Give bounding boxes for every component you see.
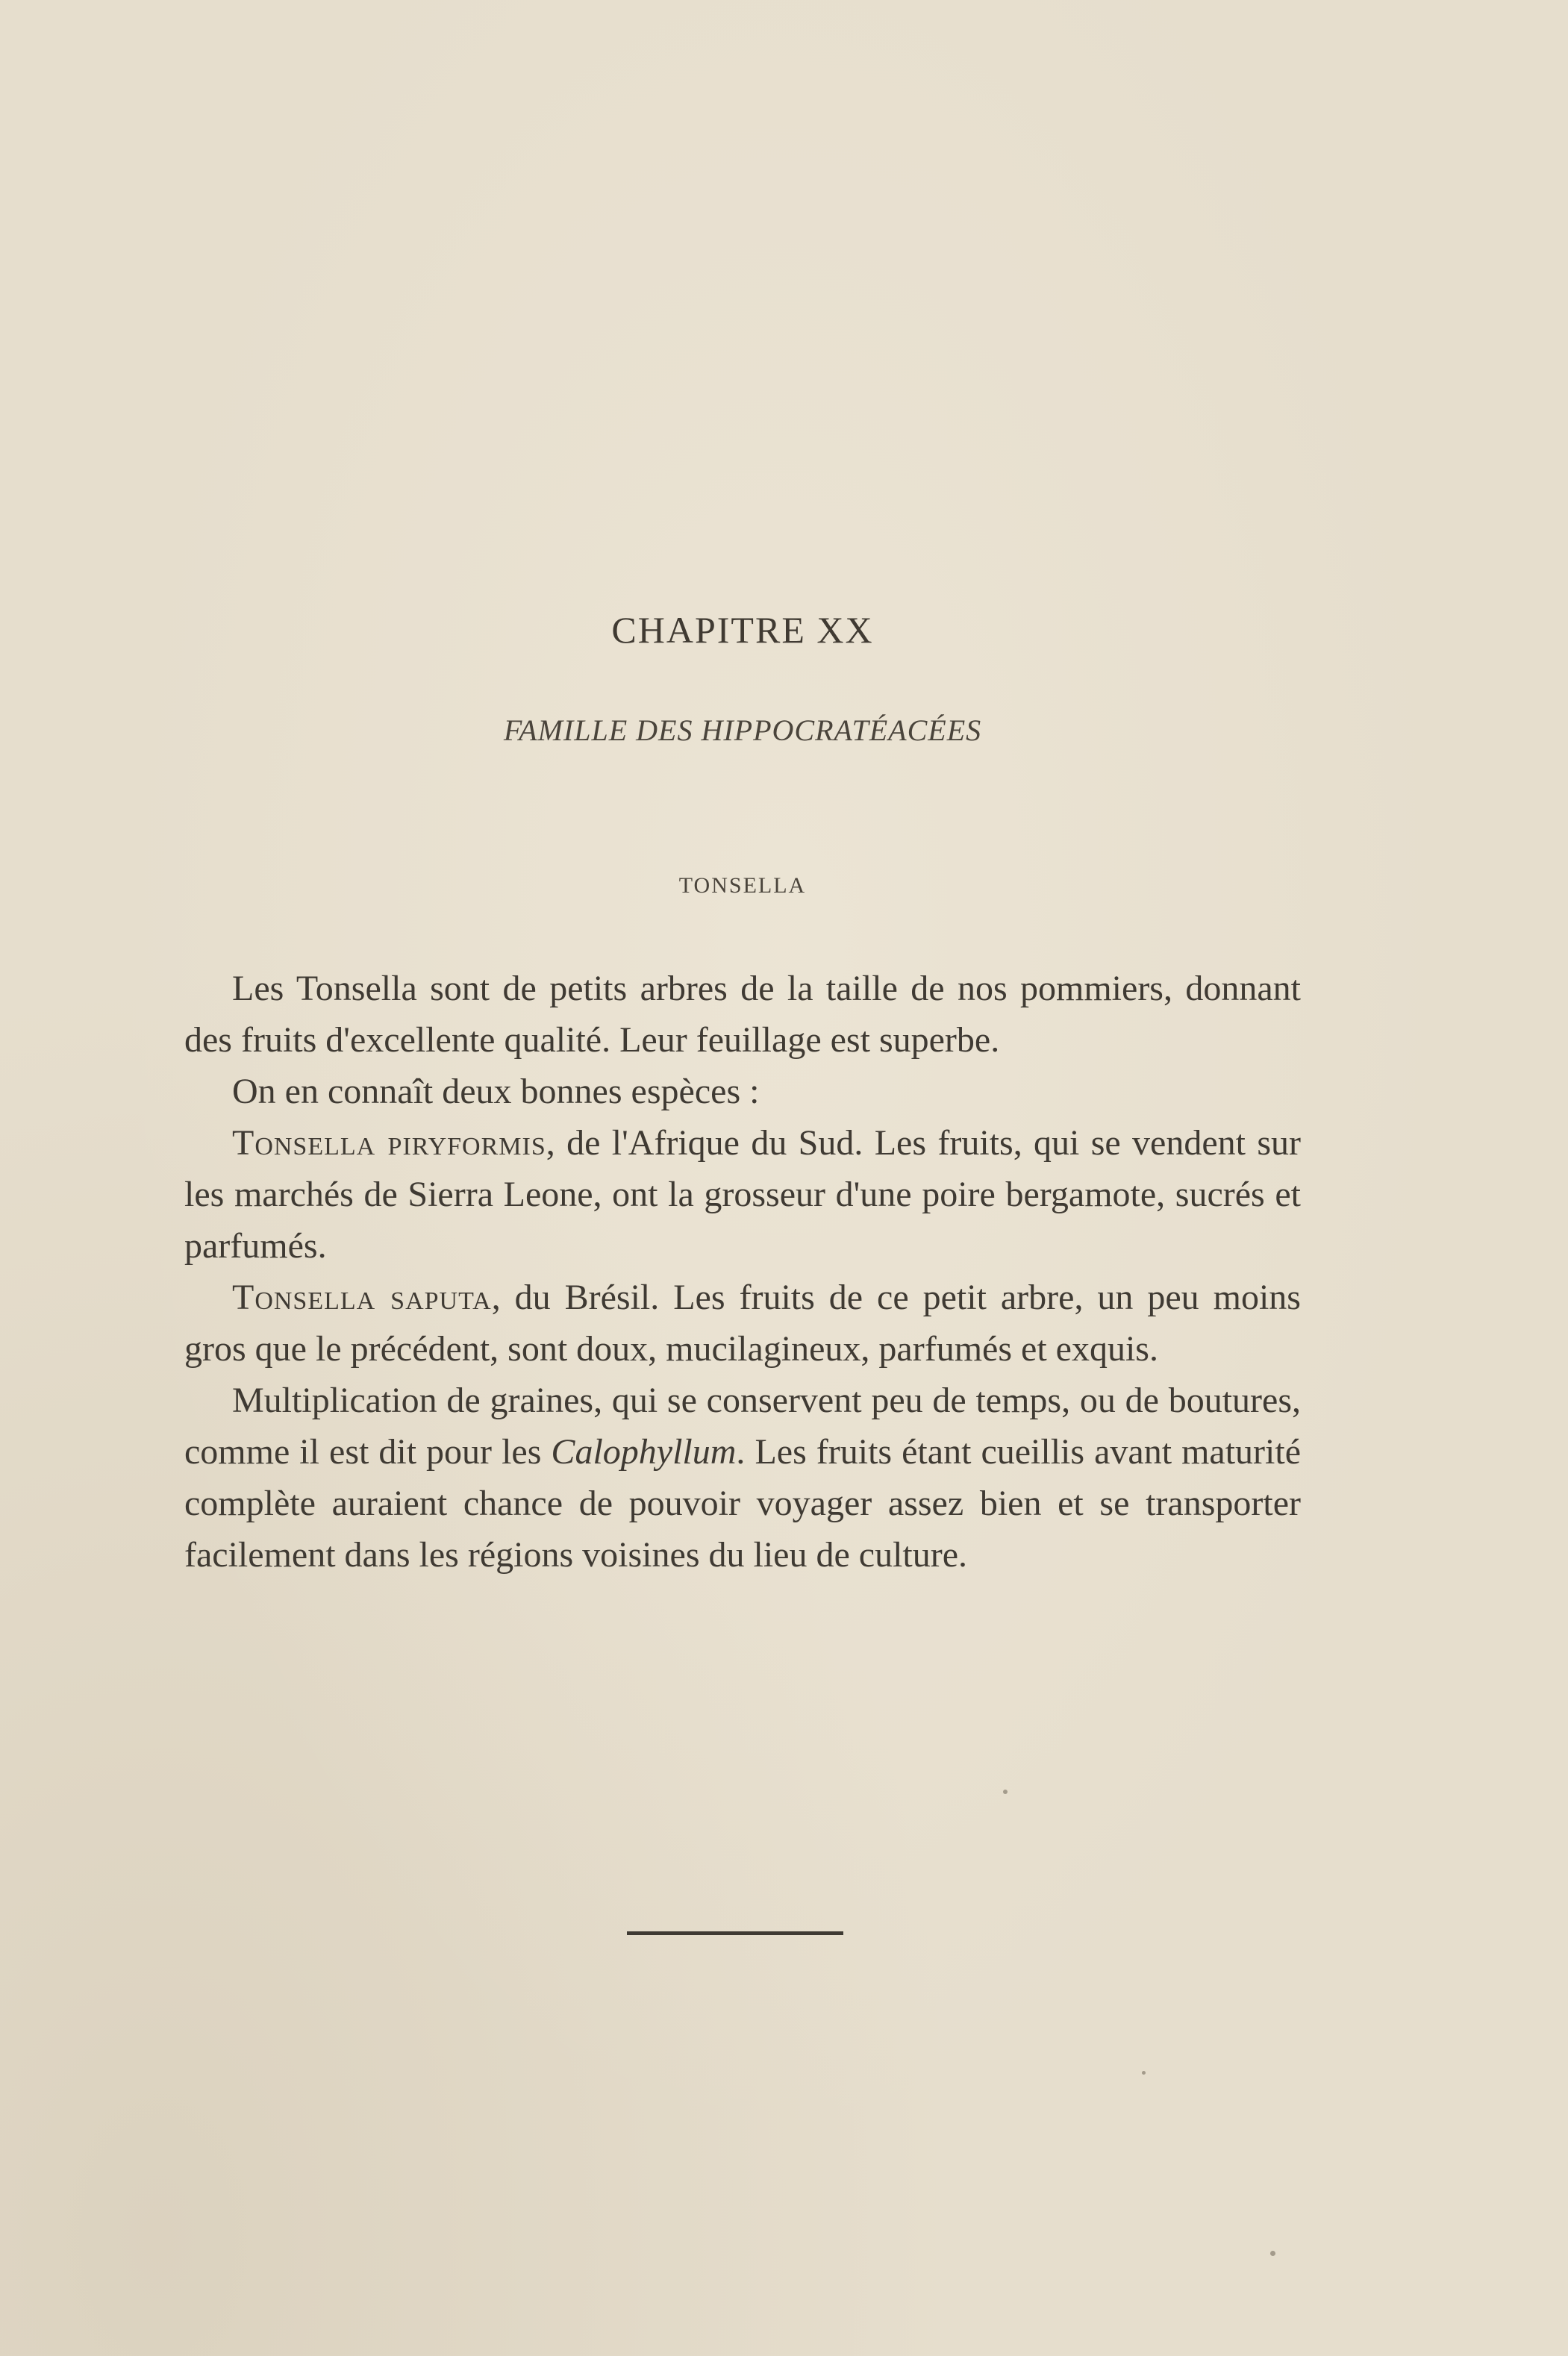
paragraph-multiplication-end: . Les fruits étant cueillis avant maturité complète auraient chance de pouvoir voyager assez bien et se transporter facilement dans les régions voisines du lieu de culture. — [184, 1432, 1302, 1575]
genus-calophyllum: Calophyllum — [551, 1432, 737, 1472]
paragraph-saputa — [184, 1272, 1301, 1375]
paper-speck — [1270, 2251, 1275, 2256]
paragraph-piryformis — [184, 1117, 1301, 1272]
paragraph-multiplication-start: Multiplication de graines, qui se conservent peu de temps, ou de boutures, comme il est dit pour les — [184, 1381, 1301, 1472]
paragraph-multiplication — [184, 1375, 1301, 1581]
species-name-saputa: Tonsella saputa — [232, 1278, 492, 1317]
end-rule — [627, 1931, 843, 1935]
section-title: TONSELLA — [678, 873, 807, 898]
family-title: FAMILLE DES HIPPOCRATÉACÉES — [503, 713, 982, 747]
paragraph-species-count: On en connaît deux bonnes espèces : — [232, 1072, 760, 1111]
paper-speck — [1003, 1790, 1008, 1794]
paragraph-piryformis-text: , de l'Afrique du Sud. Les fruits, qui se vendent sur les marchés de Sierra Leone, ont la grosseur d'une poire bergamote, sucrés et parfumés. — [184, 1123, 1301, 1266]
paragraph-intro: Les Tonsella sont de petits arbres de la taille de nos pommiers, donnant des fruits d'excellente qualité. Leur feuillage est superbe. — [184, 969, 1301, 1060]
paper-speck — [1142, 2071, 1146, 2075]
body-text — [184, 963, 1301, 1581]
chapter-title: CHAPITRE XX — [611, 609, 874, 651]
paragraph-saputa-text: , du Brésil. Les fruits de ce petit arbre, un peu moins gros que le précédent, sont doux, mucilagineux, parfumés et exquis. — [184, 1278, 1301, 1369]
species-name-piryformis: Tonsella piryformis — [232, 1123, 546, 1163]
